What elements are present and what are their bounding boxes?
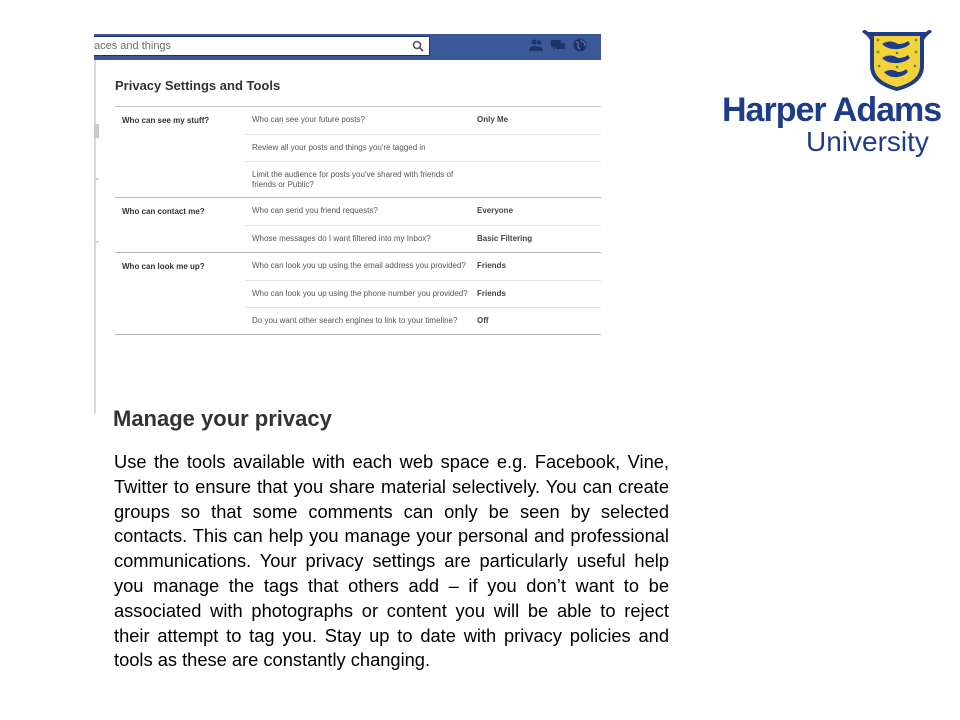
friends-icon[interactable]: [528, 37, 544, 53]
setting-question: Who can send you friend requests?: [252, 206, 378, 215]
page-title: Privacy Settings and Tools: [115, 78, 281, 93]
section-heading: Manage your privacy: [113, 406, 332, 431]
university-logo: [722, 26, 942, 157]
setting-question: Who can see your future posts?: [252, 115, 365, 124]
setting-value: Basic Filtering: [477, 234, 533, 243]
left-column-divider: [94, 178, 99, 180]
setting-value: Everyone: [477, 206, 514, 215]
setting-question: Whose messages do I want filtered into my Inbox?: [252, 234, 431, 243]
search-input-value: aces and things: [94, 40, 172, 52]
section-who-can-contact: [115, 198, 601, 253]
setting-question: Review all your posts and things you're tagged in: [252, 143, 426, 152]
university-crest-icon: [862, 28, 932, 92]
search-input[interactable]: [94, 36, 430, 56]
messages-icon[interactable]: [550, 37, 566, 53]
setting-question: Who can look you up using the email address you provided?: [252, 261, 466, 270]
setting-value: Off: [477, 316, 489, 325]
setting-value: [470, 162, 477, 197]
body-paragraph: Use the tools available with each web space e.g. Facebook, Vine, Twitter to ensure that you share material selectively. You can create groups so that some comments can only be seen by selected contacts. This can help you manage your personal and professional communications. Your privacy settings are particularly useful help you manage the tags that others add – if you don’t want to be associated with photographs or content you will be able to reject their attempt to tag you. Stay up to date with privacy policies and tools as these are constantly changing.: [114, 451, 669, 671]
settings-row[interactable]: [245, 134, 601, 161]
setting-value: Friends: [477, 261, 506, 270]
section-who-can-see: [115, 107, 601, 198]
left-column-marker: [94, 124, 99, 138]
settings-row[interactable]: [245, 307, 601, 334]
settings-row[interactable]: [245, 280, 601, 307]
settings-row[interactable]: [245, 161, 601, 197]
top-bar-icons: [528, 37, 588, 55]
left-column-border: [94, 60, 96, 414]
facebook-privacy-screenshot: [94, 34, 601, 414]
settings-row[interactable]: [245, 107, 601, 134]
settings-row[interactable]: [245, 198, 601, 225]
section-label: Who can see my stuff?: [122, 116, 210, 125]
privacy-settings-table: [115, 107, 601, 335]
left-column-divider: [94, 241, 99, 243]
setting-value: Friends: [477, 289, 506, 298]
globe-icon[interactable]: [572, 37, 588, 53]
settings-row[interactable]: [245, 253, 601, 280]
search-icon[interactable]: [412, 40, 424, 52]
section-who-can-look-up: [115, 253, 601, 335]
setting-question: Do you want other search engines to link to your timeline?: [252, 316, 458, 325]
setting-question: Limit the audience for posts you've shared with friends of friends or Public?: [252, 170, 454, 189]
section-label: Who can look me up?: [122, 262, 205, 271]
facebook-top-bar: [94, 34, 601, 60]
logo-subtitle: University: [806, 126, 929, 157]
setting-value: [470, 135, 477, 161]
setting-value: Only Me: [477, 115, 509, 124]
setting-question: Who can look you up using the phone number you provided?: [252, 289, 468, 298]
section-label: Who can contact me?: [122, 207, 205, 216]
settings-row[interactable]: [245, 225, 601, 252]
logo-name: Harper Adams: [722, 91, 942, 129]
